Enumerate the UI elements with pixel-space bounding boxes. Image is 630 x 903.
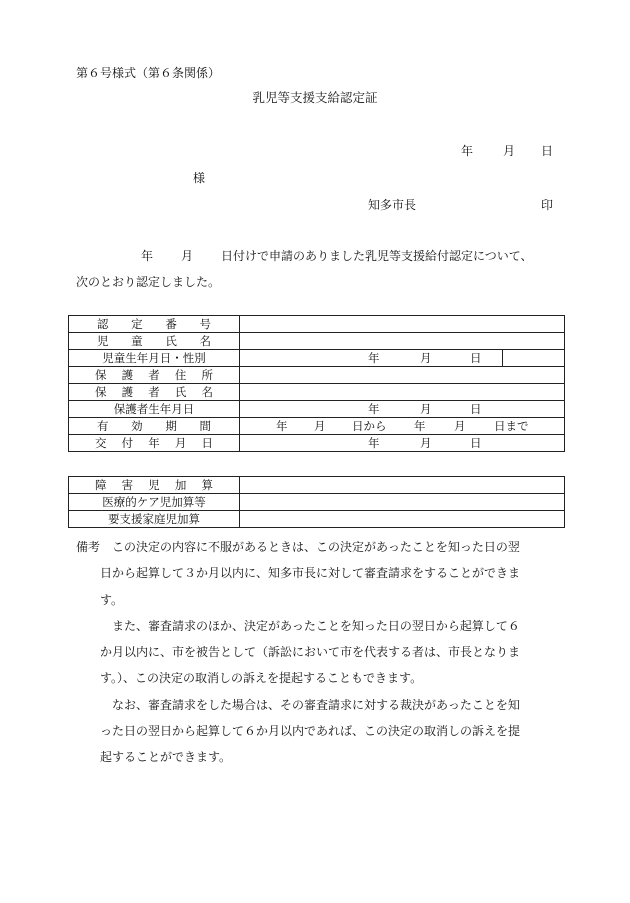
table-row bbox=[69, 350, 565, 367]
label-cert-number: 認 定 番 号 bbox=[69, 316, 240, 333]
intro-text: 日付けで申請のありました乳児等支援給付認定について、 bbox=[221, 249, 533, 263]
table-row bbox=[69, 316, 565, 333]
date-year: 年 bbox=[461, 144, 474, 158]
form-number-label: 第６号様式（第６条関係） bbox=[76, 66, 221, 80]
remarks-p2-line1: また、審査請求のほか、決定があったことを知った日の翌日から起算して６ bbox=[112, 618, 520, 633]
remarks-p1-line2: 日から起算して３か月以内に、知多市長に対して審査請求をすることができま bbox=[100, 566, 521, 581]
remarks-p2-line3: す。）、この決定の取消しの訴えを提起することもできます。 bbox=[100, 671, 423, 686]
label-support-family-addition: 要支援家庭児加算 bbox=[69, 511, 240, 528]
table-row bbox=[69, 418, 565, 435]
date-month: 月 bbox=[503, 144, 516, 158]
addressee-suffix: 様 bbox=[193, 171, 206, 185]
sex-divider bbox=[502, 350, 503, 366]
label-issue-date: 交 付 年 月 日 bbox=[69, 435, 240, 452]
table-row bbox=[69, 333, 565, 350]
table-row bbox=[69, 435, 565, 452]
value-guardian-birth[interactable]: 年 月 日 bbox=[240, 401, 565, 418]
label-guardian-birth: 保護者生年月日 bbox=[69, 401, 240, 418]
table-row bbox=[69, 401, 565, 418]
table-row bbox=[69, 494, 565, 511]
label-valid-period: 有 効 期 間 bbox=[69, 418, 240, 435]
value-medical-care-addition[interactable] bbox=[240, 494, 565, 511]
table-row bbox=[69, 477, 565, 494]
value-guardian-name[interactable] bbox=[240, 384, 565, 401]
value-cert-number[interactable] bbox=[240, 316, 565, 333]
label-medical-care-addition: 医療的ケア児加算等 bbox=[69, 494, 240, 511]
intro-month: 月 bbox=[181, 249, 194, 263]
remarks-p1-line1: 備考 この決定の内容に不服があるときは、この決定があったことを知った日の翌 bbox=[76, 540, 520, 554]
label-child-birth-sex: 児童生年月日・性別 bbox=[69, 350, 240, 367]
label-guardian-name: 保 護 者 氏 名 bbox=[69, 384, 240, 401]
table-row bbox=[69, 367, 565, 384]
value-disabled-child-addition[interactable] bbox=[240, 477, 565, 494]
remarks-p3-line2: った日の翌日から起算して６か月以内であれば、この決定の取消しの訴えを提 bbox=[100, 724, 521, 739]
remarks-p2-line2: か月以内に、市を被告として（訴訟において市を代表する者は、市長となりま bbox=[100, 645, 521, 660]
additions-table bbox=[68, 476, 565, 528]
issuer-name: 知多市長 bbox=[368, 198, 417, 212]
remarks-p3-line1: なお、審査請求をした場合は、その審査請求に対する裁決があったことを知 bbox=[112, 697, 520, 712]
table-row bbox=[69, 384, 565, 401]
label-disabled-child-addition: 障 害 児 加 算 bbox=[69, 477, 240, 494]
value-child-birth-sex[interactable]: 年 月 日 bbox=[240, 350, 565, 367]
table-row bbox=[69, 511, 565, 528]
remarks-heading: 備考 bbox=[76, 540, 101, 554]
remarks-section bbox=[76, 534, 576, 771]
label-child-name: 児 童 氏 名 bbox=[69, 333, 240, 350]
remarks-p1-line3: す。 bbox=[100, 592, 124, 607]
value-issue-date[interactable]: 年 月 日 bbox=[240, 435, 565, 452]
label-guardian-address: 保 護 者 住 所 bbox=[69, 367, 240, 384]
certification-table bbox=[68, 315, 565, 452]
intro-line-2: 次のとおり認定しました。 bbox=[76, 275, 221, 289]
value-valid-period[interactable]: 年 月 日から 年 月 日まで bbox=[240, 418, 565, 435]
intro-year: 年 bbox=[141, 249, 154, 263]
value-support-family-addition[interactable] bbox=[240, 511, 565, 528]
value-child-name[interactable] bbox=[240, 333, 565, 350]
value-guardian-address[interactable] bbox=[240, 367, 565, 384]
seal-mark: 印 bbox=[541, 198, 554, 212]
document-title: 乳児等支援支給認定証 bbox=[252, 90, 378, 105]
date-day: 日 bbox=[541, 144, 554, 158]
remarks-p3-line3: 起することができます。 bbox=[100, 750, 232, 765]
